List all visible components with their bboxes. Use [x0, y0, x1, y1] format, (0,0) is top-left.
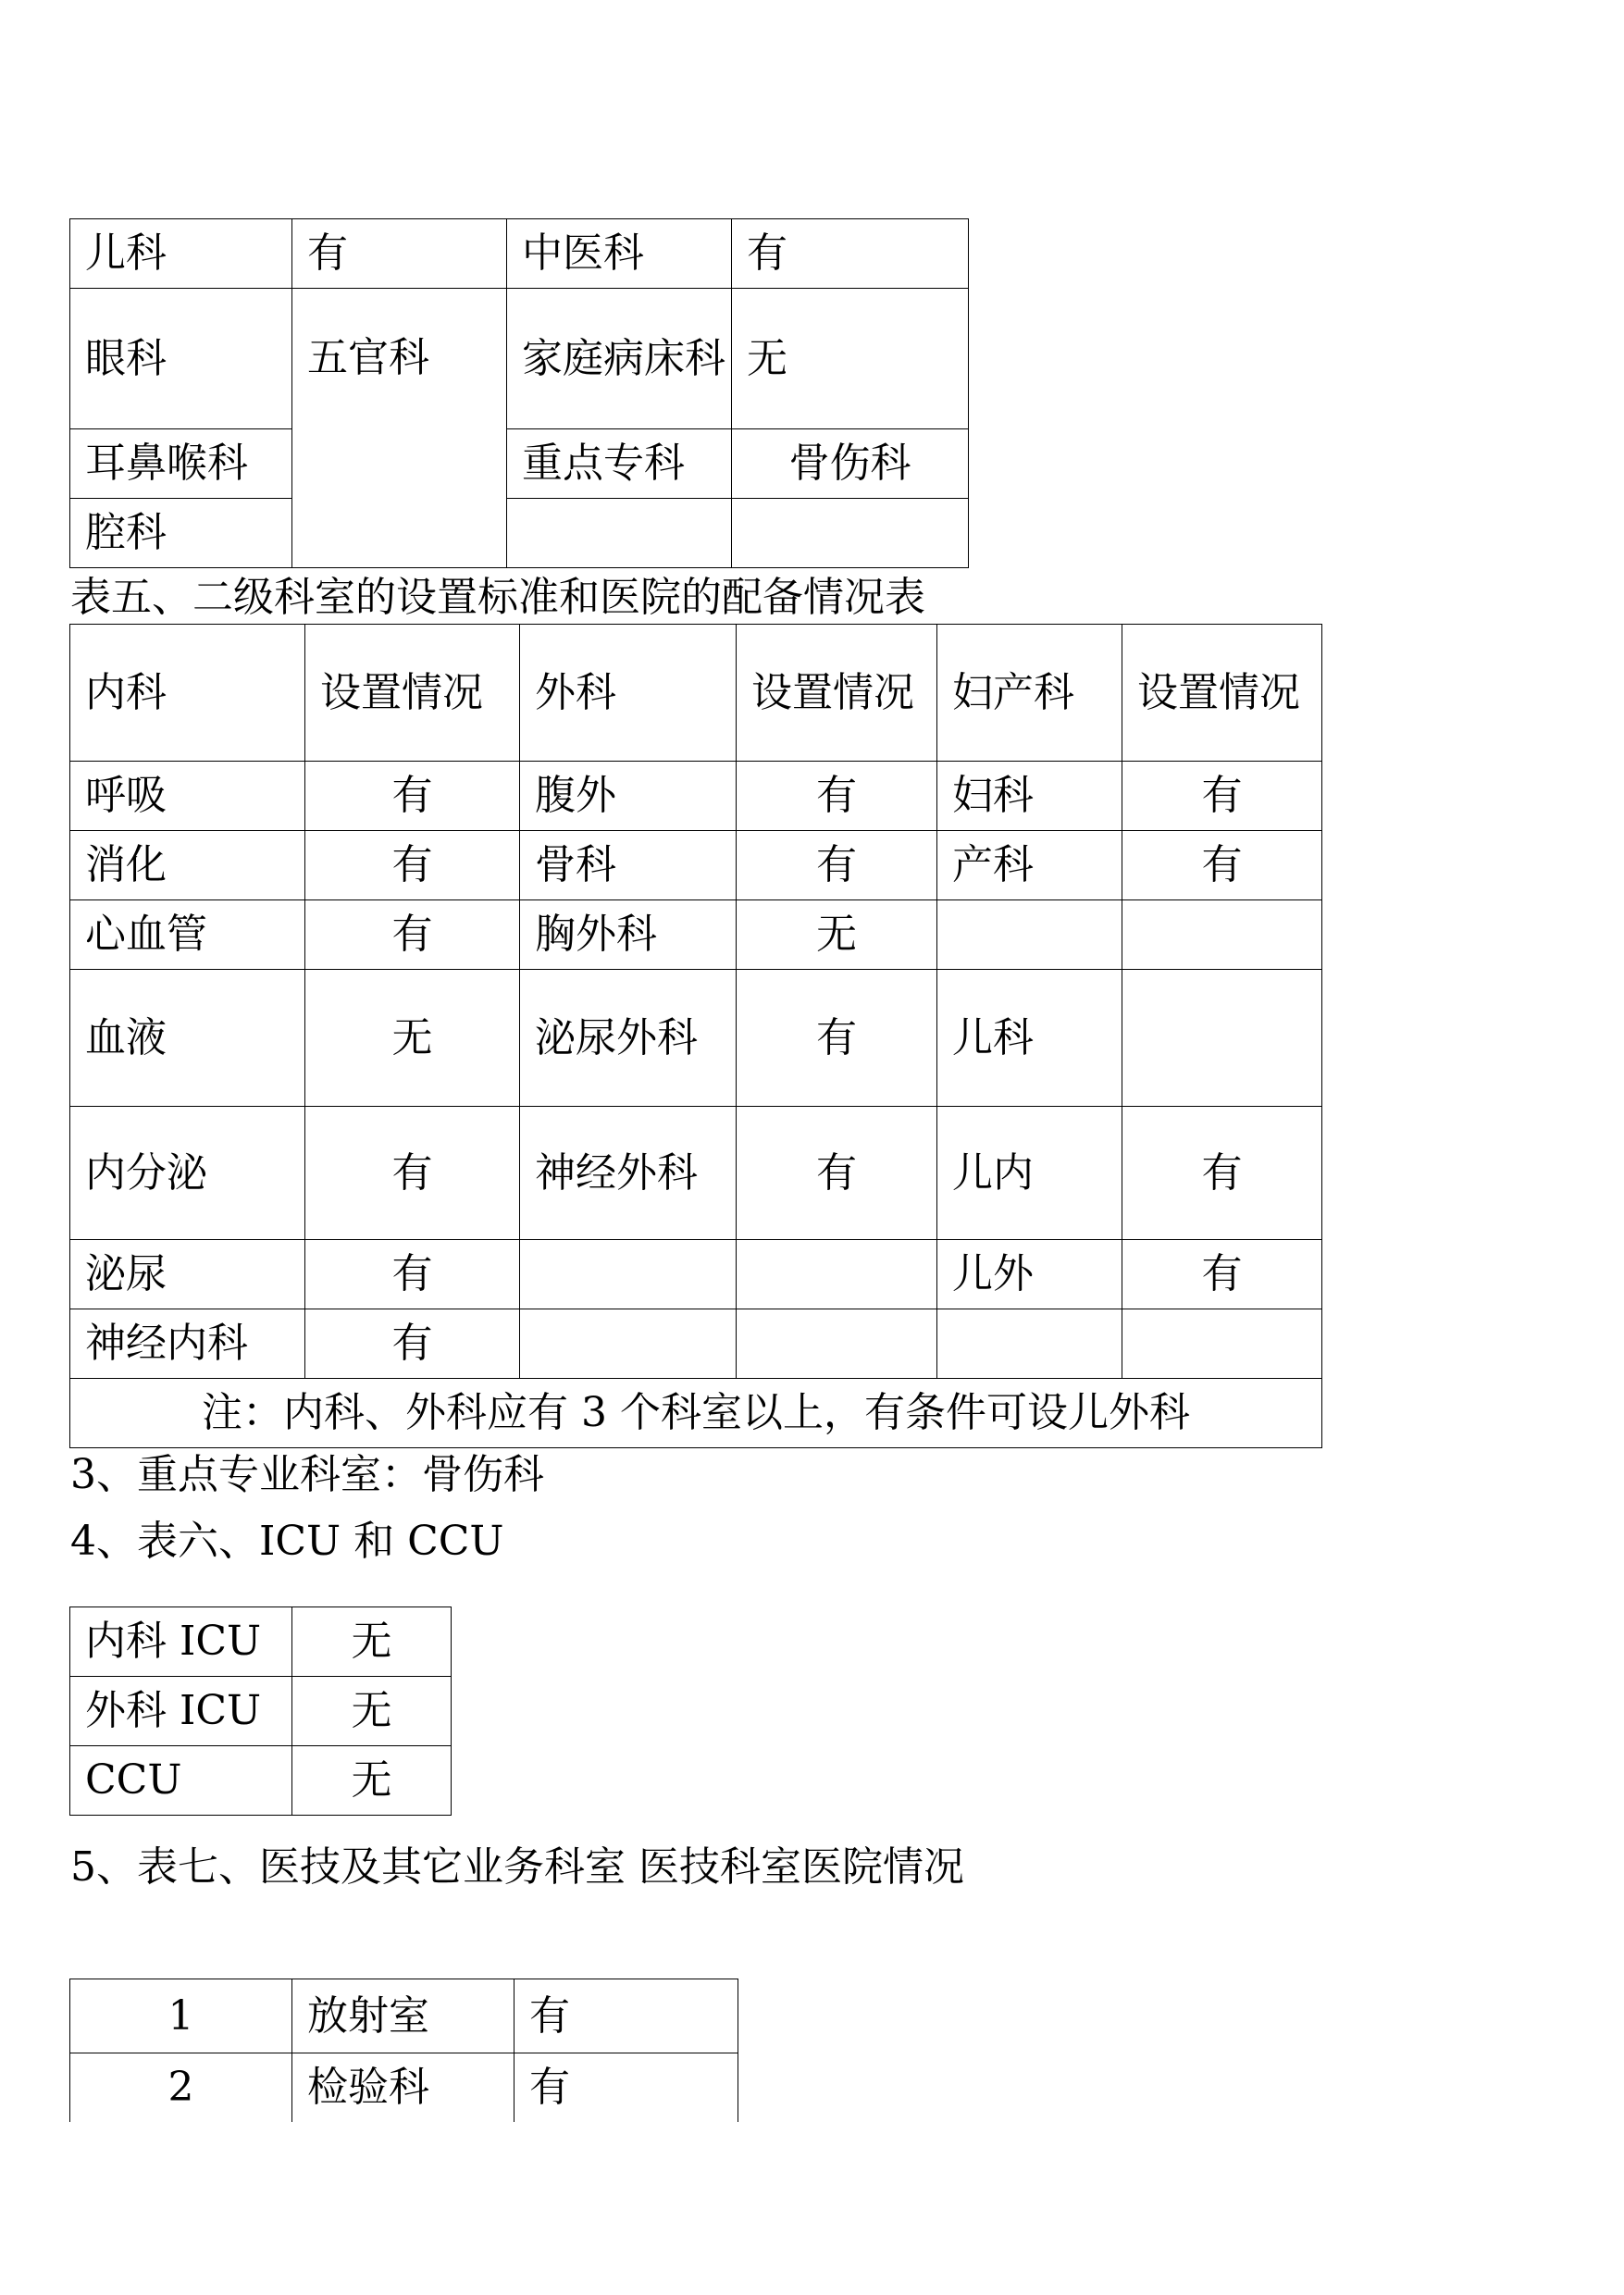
cell: 心血管	[70, 900, 305, 970]
cell: 有	[292, 219, 507, 289]
header-cell: 设置情况	[305, 625, 520, 762]
cell: 呼吸	[70, 762, 305, 831]
cell: 外科 ICU	[70, 1677, 292, 1746]
cell: 有	[305, 1240, 520, 1309]
cell: 检验科	[292, 2053, 514, 2123]
cell: 无	[305, 970, 520, 1107]
cell: 眼科	[70, 289, 292, 429]
table7	[69, 1979, 738, 2122]
cell: 有	[1122, 762, 1322, 831]
cell: 内分泌	[70, 1107, 305, 1240]
header-cell: 设置情况	[1122, 625, 1322, 762]
cell: 无	[292, 1746, 452, 1816]
cell	[520, 1309, 737, 1379]
cell	[1122, 900, 1322, 970]
cell: 耳鼻喉科	[70, 429, 292, 499]
cell: 有	[305, 831, 520, 900]
cell: 有	[1122, 831, 1322, 900]
cell: 儿科	[937, 970, 1122, 1107]
cell: 1	[70, 1979, 292, 2053]
header-cell: 妇产科	[937, 625, 1122, 762]
department-table-top	[69, 218, 969, 568]
cell	[1122, 970, 1322, 1107]
header-cell: 外科	[520, 625, 737, 762]
cell: 五官科	[292, 289, 507, 568]
cell: 消化	[70, 831, 305, 900]
cell: 有	[305, 762, 520, 831]
cell: CCU	[70, 1746, 292, 1816]
cell: 2	[70, 2053, 292, 2123]
cell: 胸外科	[520, 900, 737, 970]
cell: 儿科	[70, 219, 292, 289]
table6	[69, 1606, 452, 1816]
cell	[1122, 1309, 1322, 1379]
line-5: 5、表七、医技及其它业务科室 医技科室医院情况	[70, 1843, 964, 1891]
cell: 中医科	[507, 219, 732, 289]
cell: 有	[305, 900, 520, 970]
cell: 有	[305, 1107, 520, 1240]
header-cell: 设置情况	[737, 625, 937, 762]
cell: 儿内	[937, 1107, 1122, 1240]
cell: 骨伤科	[732, 429, 969, 499]
cell: 儿外	[937, 1240, 1122, 1309]
cell: 重点专科	[507, 429, 732, 499]
cell: 无	[292, 1677, 452, 1746]
cell: 泌尿	[70, 1240, 305, 1309]
cell: 放射室	[292, 1979, 514, 2053]
cell: 有	[737, 1107, 937, 1240]
cell: 内科 ICU	[70, 1607, 292, 1677]
cell	[507, 499, 732, 568]
cell: 腔科	[70, 499, 292, 568]
cell: 有	[1122, 1240, 1322, 1309]
cell: 家庭病床科	[507, 289, 732, 429]
cell: 骨科	[520, 831, 737, 900]
cell	[937, 1309, 1122, 1379]
cell: 有	[305, 1309, 520, 1379]
cell: 无	[292, 1607, 452, 1677]
table5-caption: 表五、二级科室的设置标准和医院的配备情况表	[70, 574, 925, 621]
cell: 神经外科	[520, 1107, 737, 1240]
cell	[737, 1309, 937, 1379]
table5-note: 注：内科、外科应有 3 个科室以上，有条件可设儿外科	[70, 1379, 1322, 1448]
cell: 有	[737, 762, 937, 831]
cell: 有	[1122, 1107, 1322, 1240]
line-3: 3、重点专业科室：骨伤科	[70, 1451, 544, 1498]
cell: 有	[737, 970, 937, 1107]
cell: 妇科	[937, 762, 1122, 831]
cell: 血液	[70, 970, 305, 1107]
cell: 神经内科	[70, 1309, 305, 1379]
cell: 有	[514, 2053, 738, 2123]
cell	[520, 1240, 737, 1309]
cell: 泌尿外科	[520, 970, 737, 1107]
cell	[737, 1240, 937, 1309]
cell: 有	[514, 1979, 738, 2053]
cell: 产科	[937, 831, 1122, 900]
header-cell: 内科	[70, 625, 305, 762]
table5	[69, 624, 1322, 1448]
cell: 无	[732, 289, 969, 429]
cell: 有	[737, 831, 937, 900]
cell	[937, 900, 1122, 970]
cell: 无	[737, 900, 937, 970]
cell	[732, 499, 969, 568]
line-4: 4、表六、ICU 和 CCU	[70, 1518, 504, 1565]
cell: 腹外	[520, 762, 737, 831]
cell: 有	[732, 219, 969, 289]
